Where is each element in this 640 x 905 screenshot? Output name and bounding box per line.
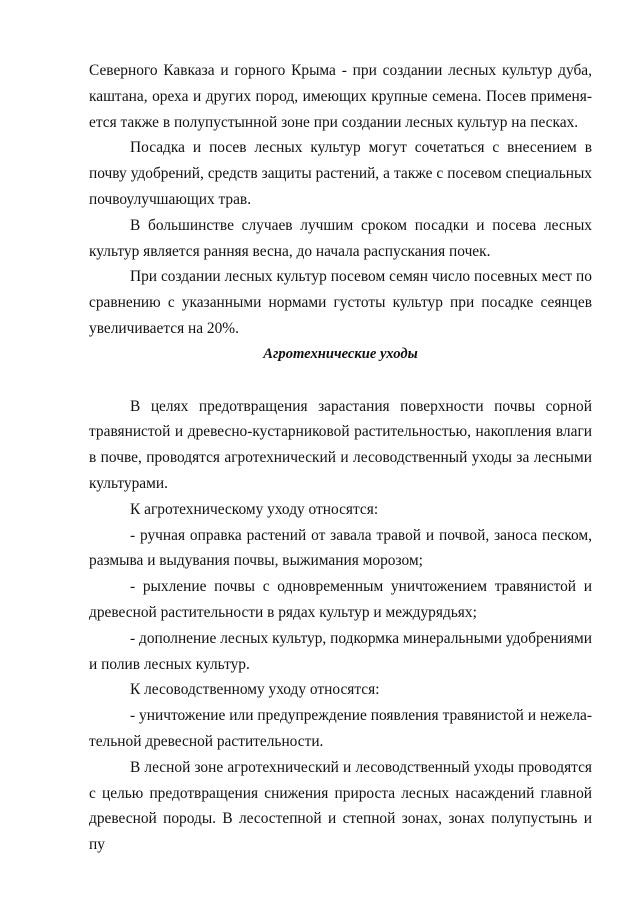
paragraph-3: В большинстве случаев лучшим сроком посадки и посева лесных культур является ранняя весна, до начала распускания почек. [89, 216, 592, 260]
paragraph-6: К агротехническому уходу относятся: [130, 500, 379, 518]
document-body [89, 58, 592, 858]
paragraph-5: В целях предотвращения зарастания поверхности почвы сорной травянистой и древесно-кустарниковой растительностью, накопления влаги в почве, проводятся агротехнический и лесоводственный уходы за лесными культурами. [89, 397, 592, 492]
paragraph-1: Северного Кавказа и горного Крыма - при создании лесных культур дуба, каштана, ореха и других пород, имеющих крупные семена. Посев применяется также в полупустынной зоне при создании лесных культур на песках. [89, 62, 592, 131]
section-heading: Агротехнические уходы [263, 345, 418, 362]
paragraph-4: При создании лесных культур посевом семян число посевных мест по сравнению с указанными нормами густоты культур при посадке сеянцев увеличивается на 20%. [89, 268, 592, 337]
paragraph-8: В лесной зоне агротехнический и лесоводственный уходы проводятся с целью предотвращения снижения прироста лесных насаждений главной древесной породы. В лесостепной и степной зонах, зонах полупустынь и пу [89, 758, 592, 854]
paragraph-7: К лесоводственному уходу относятся: [130, 681, 380, 699]
list-item-3: - дополнение лесных культур, подкормка минеральными удобрениями и полив лесных культур. [89, 629, 592, 673]
list-item-2: - рыхление почвы с одновременным уничтожением травянистой и древесной растительности в рядах культур и междурядьях; [89, 578, 592, 621]
paragraph-2: Посадка и посев лесных культур могут сочетаться с внесением в почву удобрений, средств защиты растений, а также с посевом специальных почвоулучшающих трав. [89, 139, 592, 208]
list-item-4: - уничтожение или предупреждение появления травянистой и нежелательной древесной растительности. [89, 707, 592, 750]
list-item-1: - ручная оправка растений от завала травой и почвой, заноса песком, размыва и выдувания почвы, выжимания морозом; [89, 526, 592, 570]
